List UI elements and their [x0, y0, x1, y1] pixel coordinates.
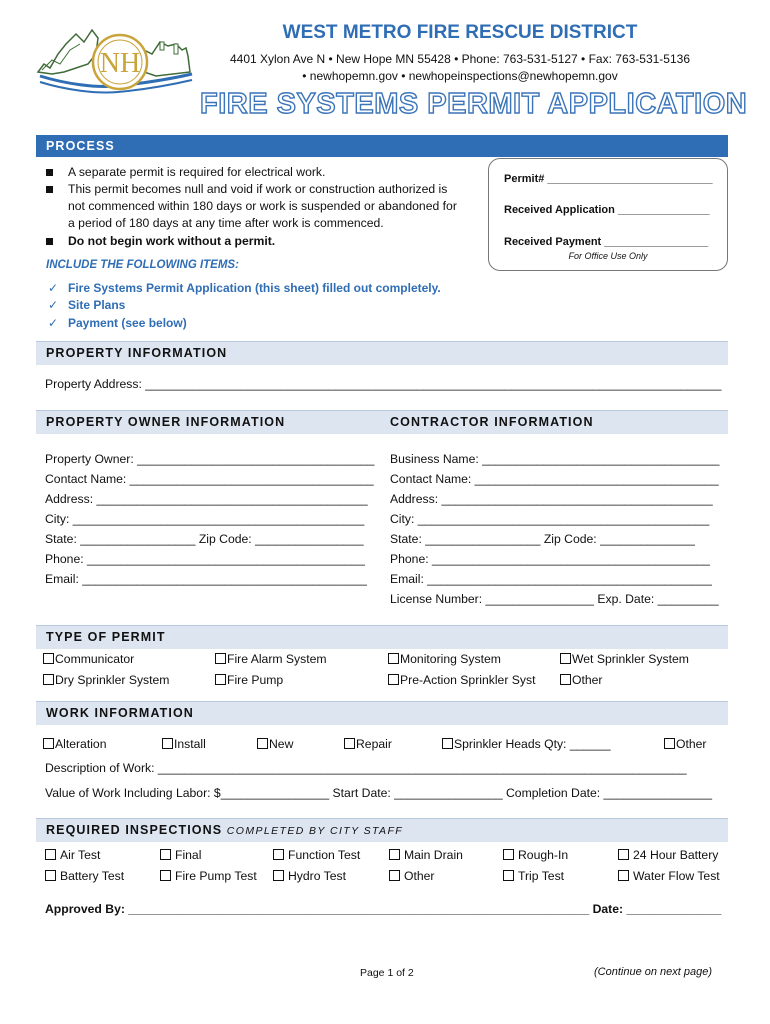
logo-lettering: NH: [99, 48, 141, 79]
include-item-application: Fire Systems Permit Application (this sheet) filled out completely.: [68, 281, 441, 295]
owner-contractor-section-bar: [36, 410, 728, 434]
checkbox-icon[interactable]: [162, 738, 173, 749]
option-label: Fire Pump Test: [175, 869, 257, 883]
option-label: Water Flow Test: [633, 869, 720, 883]
option-label: Other: [676, 737, 707, 751]
office-use-note: For Office Use Only: [568, 251, 648, 261]
checkbox-icon[interactable]: [389, 849, 400, 860]
inspection-rough-in[interactable]: [503, 848, 568, 862]
contact-line-2: • newhopemn.gov • newhopeinspections@newhopemn.gov: [302, 69, 618, 83]
permit-number-field[interactable]: Permit# ___________________________: [504, 173, 713, 185]
inspection-trip-test[interactable]: [503, 869, 564, 883]
option-label: Other: [572, 673, 603, 687]
bullet-marker: [46, 169, 53, 176]
property-section-bar: [36, 341, 728, 365]
option-label: Install: [174, 737, 206, 751]
option-label: Wet Sprinkler System: [572, 652, 689, 666]
work-description-field[interactable]: Description of Work: ______________________________________________________________________________: [45, 761, 687, 775]
permit-option-communicator[interactable]: [43, 652, 134, 666]
contractor-state-zip-field[interactable]: State: _________________ Zip Code: ______________: [390, 532, 695, 546]
permit-option-other[interactable]: [560, 673, 602, 687]
work-option-sprinkler-heads[interactable]: [442, 737, 611, 751]
option-label: Rough-In: [518, 848, 569, 862]
org-name: WEST METRO FIRE RESCUE DISTRICT: [282, 22, 638, 43]
checkbox-icon[interactable]: [273, 849, 284, 860]
inspections-section-bar: [36, 818, 728, 842]
include-item-site-plans: Site Plans: [68, 298, 126, 312]
option-label: Pre-Action Sprinkler Syst: [400, 673, 536, 687]
option-label: Hydro Test: [288, 869, 347, 883]
bullet-marker: [46, 186, 53, 193]
work-option-other[interactable]: [664, 737, 706, 751]
work-option-new[interactable]: [257, 737, 293, 751]
owner-address-field[interactable]: Address: ________________________________________: [45, 492, 368, 506]
process-bullet-1: A separate permit is required for electrical work.: [68, 165, 326, 179]
approved-by-field[interactable]: Approved By: ____________________________________________________________________ Date: ______________: [45, 902, 722, 916]
work-heading: WORK INFORMATION: [46, 706, 194, 720]
checkbox-icon[interactable]: [442, 738, 453, 749]
option-label: Battery Test: [60, 869, 125, 883]
permit-type-heading: TYPE OF PERMIT: [46, 630, 166, 644]
permit-option-fire-pump[interactable]: [215, 673, 283, 687]
checkbox-icon[interactable]: [618, 870, 629, 881]
permit-option-fire-alarm[interactable]: [215, 652, 327, 666]
checkbox-icon[interactable]: [618, 849, 629, 860]
inspection-battery-test[interactable]: [45, 869, 124, 883]
owner-name-field[interactable]: Property Owner: ___________________________________: [45, 452, 375, 466]
contractor-license-field[interactable]: License Number: ________________ Exp. Date: _________: [390, 592, 719, 606]
contractor-heading: CONTRACTOR INFORMATION: [390, 415, 594, 429]
continue-note: (Continue on next page): [594, 966, 713, 978]
inspections-heading: REQUIRED INSPECTIONS: [46, 823, 223, 837]
inspection-hydro-test[interactable]: [273, 869, 346, 883]
inspection-function-test[interactable]: [273, 848, 360, 862]
received-payment-field[interactable]: Received Payment _________________: [504, 236, 709, 248]
permit-type-section-bar: [36, 625, 728, 649]
include-heading: INCLUDE THE FOLLOWING ITEMS:: [46, 259, 239, 271]
checkbox-icon[interactable]: [560, 674, 571, 685]
inspection-other[interactable]: [389, 869, 434, 883]
permit-option-wet-sprinkler[interactable]: [560, 652, 689, 666]
option-label: Air Test: [60, 848, 101, 862]
page-number: Page 1 of 2: [360, 967, 414, 979]
owner-state-zip-field[interactable]: State: _________________ Zip Code: ________________: [45, 532, 364, 546]
owner-email-field[interactable]: Email: __________________________________________: [45, 572, 367, 586]
option-label: Communicator: [55, 652, 135, 666]
owner-contact-field[interactable]: Contact Name: ____________________________________: [45, 472, 374, 486]
process-heading: PROCESS: [46, 139, 115, 153]
owner-heading: PROPERTY OWNER INFORMATION: [46, 415, 286, 429]
checkbox-icon[interactable]: [43, 738, 54, 749]
office-use-box: [488, 158, 728, 271]
checkbox-icon[interactable]: [560, 653, 571, 664]
inspection-water-flow-test[interactable]: [618, 869, 720, 883]
checkbox-icon[interactable]: [43, 674, 54, 685]
new-hope-logo: [36, 24, 196, 100]
option-label: New: [269, 737, 294, 751]
contractor-business-field[interactable]: Business Name: ___________________________________: [390, 452, 720, 466]
checkmark-icon: ✓: [48, 316, 59, 330]
option-label: Function Test: [288, 848, 361, 862]
checkbox-icon[interactable]: [664, 738, 675, 749]
option-label: Trip Test: [518, 869, 565, 883]
owner-phone-field[interactable]: Phone: _________________________________________: [45, 552, 365, 566]
checkmark-icon: ✓: [48, 298, 59, 312]
option-label: Main Drain: [404, 848, 463, 862]
process-bullet-2-cont: not commenced within 180 days or work is suspended or abandoned for: [68, 199, 457, 213]
bullet-marker: [46, 238, 53, 245]
contractor-phone-field[interactable]: Phone: _________________________________________: [390, 552, 710, 566]
document-title: FIRE SYSTEMS PERMIT APPLICATION: [200, 88, 748, 120]
inspection-air-test[interactable]: [45, 848, 100, 862]
inspection-final[interactable]: [160, 848, 201, 862]
checkbox-icon[interactable]: [45, 870, 56, 881]
checkbox-icon[interactable]: [160, 870, 171, 881]
work-option-repair[interactable]: [344, 737, 392, 751]
work-section-bar: [36, 701, 728, 725]
option-label: Other: [404, 869, 435, 883]
option-label: Fire Alarm System: [227, 652, 327, 666]
include-item-payment: Payment (see below): [68, 316, 187, 330]
property-address-field[interactable]: Property Address: _____________________________________________________________________________________: [45, 377, 722, 391]
checkbox-icon[interactable]: [257, 738, 268, 749]
process-bullet-2-cont: a period of 180 days at any time after work is commenced.: [68, 216, 384, 230]
permit-option-dry-sprinkler[interactable]: [43, 673, 169, 687]
inspection-fire-pump-test[interactable]: [160, 869, 257, 883]
process-bullet-2: This permit becomes null and void if work or construction authorized is: [68, 182, 448, 196]
permit-option-monitoring[interactable]: [388, 652, 501, 666]
option-label: 24 Hour Battery: [633, 848, 719, 862]
checkbox-icon[interactable]: [160, 849, 171, 860]
work-option-install[interactable]: [162, 737, 206, 751]
option-label: Final: [175, 848, 202, 862]
property-heading: PROPERTY INFORMATION: [46, 346, 228, 360]
checkbox-icon[interactable]: [389, 870, 400, 881]
inspection-main-drain[interactable]: [389, 848, 463, 862]
checkbox-icon[interactable]: [503, 870, 514, 881]
option-label: Fire Pump: [227, 673, 284, 687]
contractor-contact-field[interactable]: Contact Name: ____________________________________: [390, 472, 719, 486]
inspections-subheading: COMPLETED BY CITY STAFF: [226, 825, 404, 837]
checkbox-icon[interactable]: [215, 674, 226, 685]
option-label: Sprinkler Heads Qty: ______: [454, 737, 611, 751]
work-option-alteration[interactable]: [43, 737, 107, 751]
process-section-bar: [36, 135, 728, 157]
inspection-24-hour-battery[interactable]: [618, 848, 718, 862]
contractor-city-field[interactable]: City: ___________________________________________: [390, 512, 710, 526]
checkbox-icon[interactable]: [503, 849, 514, 860]
owner-city-field[interactable]: City: ___________________________________________: [45, 512, 365, 526]
checkbox-icon[interactable]: [388, 653, 399, 664]
option-label: Monitoring System: [400, 652, 501, 666]
contractor-address-field[interactable]: Address: ________________________________________: [390, 492, 713, 506]
checkbox-icon[interactable]: [45, 849, 56, 860]
contact-line-1: 4401 Xylon Ave N • New Hope MN 55428 • Phone: 763-531-5127 • Fax: 763-531-5136: [229, 52, 690, 66]
option-label: Repair: [356, 737, 392, 751]
contractor-email-field[interactable]: Email: __________________________________________: [390, 572, 712, 586]
checkbox-icon[interactable]: [273, 870, 284, 881]
checkmark-icon: ✓: [48, 281, 59, 295]
permit-option-pre-action[interactable]: [388, 673, 535, 687]
checkbox-icon[interactable]: [344, 738, 355, 749]
received-application-field[interactable]: Received Application _______________: [504, 204, 710, 216]
checkbox-icon[interactable]: [388, 674, 399, 685]
option-label: Alteration: [55, 737, 107, 751]
work-value-dates-field[interactable]: Value of Work Including Labor: $________________ Start Date: ________________ Completion Date: ________________: [45, 786, 713, 800]
checkbox-icon[interactable]: [43, 653, 54, 664]
checkbox-icon[interactable]: [215, 653, 226, 664]
option-label: Dry Sprinkler System: [55, 673, 170, 687]
process-bullet-3: Do not begin work without a permit.: [68, 234, 276, 248]
